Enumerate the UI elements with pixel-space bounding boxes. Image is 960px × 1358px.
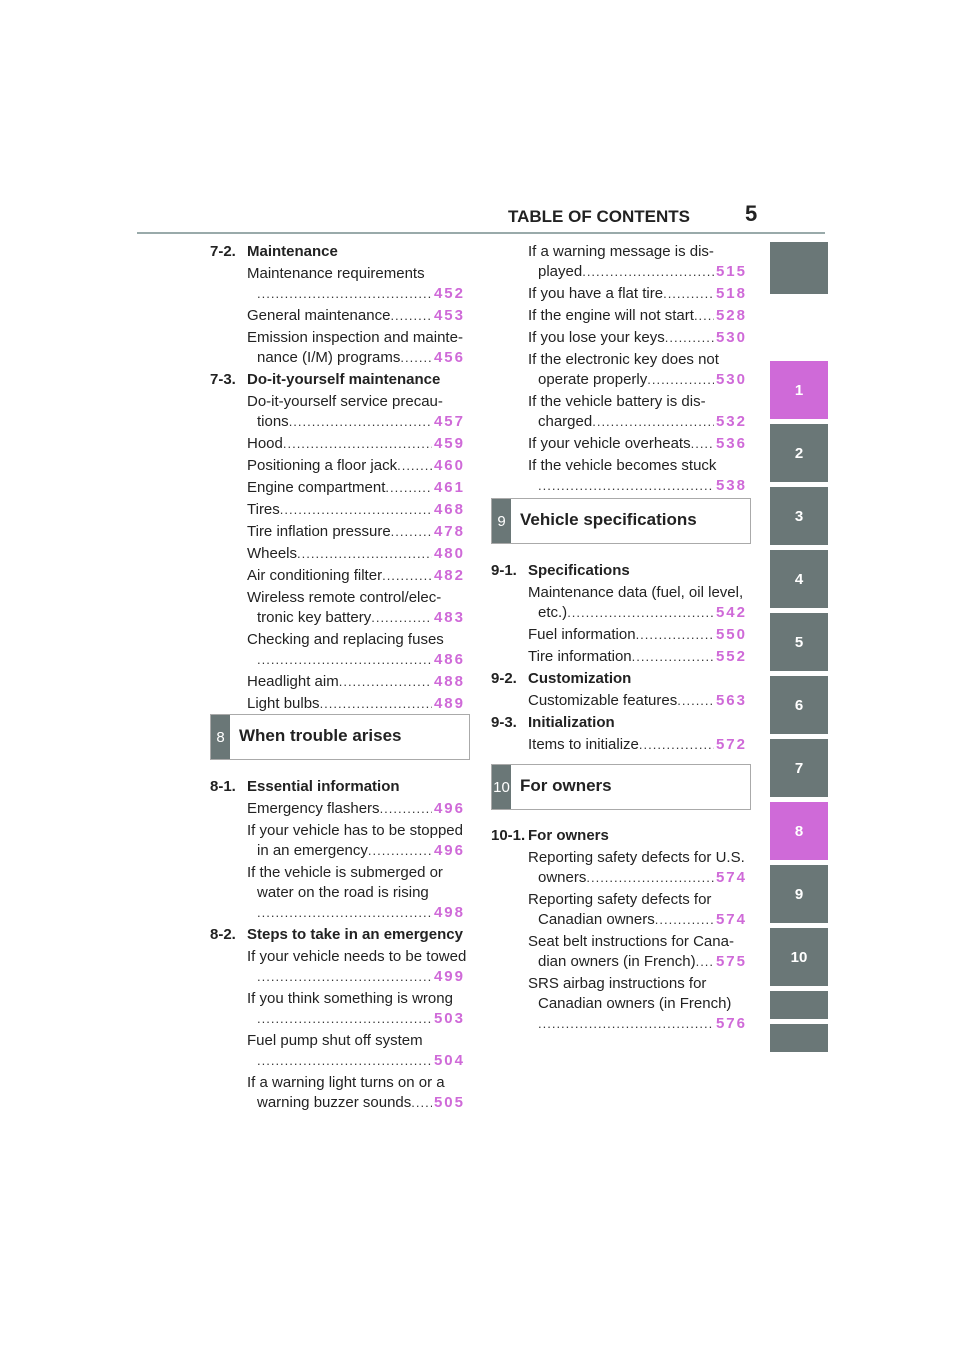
entry-title: If you have a flat tire — [528, 285, 664, 302]
page-link[interactable]: 478 — [433, 523, 465, 540]
chapter-tab-2[interactable]: 2 — [770, 424, 828, 482]
page-link[interactable]: 503 — [433, 1010, 465, 1027]
page-link[interactable]: 504 — [433, 1052, 465, 1069]
entry-title: Positioning a floor jack — [247, 457, 398, 474]
entry-title-cont: Canadian owners (in French) — [538, 995, 732, 1012]
entry-title: If a warning light turns on or a — [247, 1074, 445, 1091]
toc-entry[interactable] — [491, 647, 747, 667]
toc-entry[interactable] — [210, 522, 465, 542]
chapter-tab-7[interactable]: 7 — [770, 739, 828, 797]
toc-entry[interactable] — [491, 691, 747, 711]
chapter-tab-5[interactable]: 5 — [770, 613, 828, 671]
entry-title-cont: played — [538, 263, 583, 280]
entry-title: Fuel information — [528, 626, 636, 643]
toc-entry[interactable] — [210, 694, 465, 714]
entry-title: Reporting safety defects for — [528, 891, 712, 908]
chapter-heading-8[interactable] — [210, 714, 470, 760]
chapter-tab-4[interactable]: 4 — [770, 550, 828, 608]
page-link[interactable]: 489 — [433, 695, 465, 712]
page-link[interactable]: 457 — [433, 413, 465, 430]
toc-entry[interactable] — [210, 630, 465, 670]
entry-title: If the vehicle becomes stuck — [528, 457, 717, 474]
page-link[interactable]: 532 — [715, 413, 747, 430]
page-link[interactable]: 460 — [433, 457, 465, 474]
section-title: Specifications — [528, 562, 630, 579]
entry-title: Reporting safety defects for U.S. — [528, 849, 745, 866]
section-title: Do-it-yourself maintenance — [247, 371, 441, 388]
toc-entry[interactable] — [210, 328, 465, 368]
entry-title-cont: etc.) — [538, 604, 568, 621]
section-title: Initialization — [528, 714, 615, 731]
entry-title: If you lose your keys — [528, 329, 665, 346]
toc-entry[interactable] — [210, 1031, 465, 1071]
entry-title: If your vehicle has to be stopped — [247, 822, 463, 839]
toc-entry[interactable] — [491, 392, 747, 432]
section-title: Customization — [528, 670, 632, 687]
entry-title: Tire information — [528, 648, 632, 665]
section-number: 7-3. — [210, 371, 236, 388]
section-heading — [210, 925, 465, 947]
toc-entry[interactable] — [210, 1073, 465, 1113]
page-link[interactable]: 576 — [715, 1015, 747, 1032]
toc-left-column-top — [210, 242, 465, 716]
section-heading — [491, 826, 747, 848]
toc-right-column-middle — [491, 561, 747, 757]
toc-entry[interactable] — [210, 392, 465, 432]
entry-title: If the vehicle is submerged or — [247, 864, 443, 881]
chapter-number: 8 — [211, 715, 230, 759]
page-link[interactable]: 496 — [433, 800, 465, 817]
chapter-tab-10[interactable]: 10 — [770, 928, 828, 986]
chapter-tab-6[interactable]: 6 — [770, 676, 828, 734]
entry-title: General maintenance — [247, 307, 391, 324]
entry-title-cont: warning buzzer sounds — [257, 1094, 412, 1111]
entry-title: If you think something is wrong — [247, 990, 453, 1007]
entry-title: Wireless remote control/elec- — [247, 589, 442, 606]
entry-title-cont: charged — [538, 413, 593, 430]
page-link[interactable]: 572 — [715, 736, 747, 753]
entry-title: If the electronic key does not — [528, 351, 719, 368]
page-link[interactable]: 515 — [715, 263, 747, 280]
toc-entry[interactable] — [491, 328, 747, 348]
toc-entry[interactable] — [491, 284, 747, 304]
page-link[interactable]: 575 — [715, 953, 747, 970]
toc-entry[interactable] — [491, 625, 747, 645]
page-link[interactable]: 480 — [433, 545, 465, 562]
entry-title: Maintenance data (fuel, oil level, — [528, 584, 744, 601]
entry-title: If the vehicle battery is dis- — [528, 393, 706, 410]
entry-title: Customizable features — [528, 692, 678, 709]
entry-title: Engine compartment — [247, 479, 386, 496]
entry-title-cont: water on the road is rising — [257, 884, 429, 901]
page-link[interactable]: 530 — [715, 371, 747, 388]
entry-title: Emergency flashers — [247, 800, 380, 817]
section-number: 8-1. — [210, 778, 236, 795]
page-link[interactable]: 574 — [715, 869, 747, 886]
section-number: 9-3. — [491, 714, 517, 731]
section-title: Maintenance — [247, 243, 338, 260]
entry-title: Light bulbs — [247, 695, 320, 712]
page-link[interactable]: 488 — [433, 673, 465, 690]
toc-entry[interactable] — [491, 735, 747, 755]
page-link[interactable]: 496 — [433, 842, 465, 859]
toc-entry[interactable] — [491, 242, 747, 282]
chapter-number: 10 — [492, 765, 511, 809]
header-divider — [137, 232, 825, 234]
section-heading — [491, 561, 747, 583]
page-link[interactable]: 518 — [715, 285, 747, 302]
entry-title: Do-it-yourself service precau- — [247, 393, 443, 410]
toc-entry[interactable] — [210, 264, 465, 304]
page-number: 5 — [745, 201, 758, 226]
page-link[interactable]: 459 — [433, 435, 465, 452]
page-link[interactable]: 530 — [715, 329, 747, 346]
section-number: 10-1. — [491, 827, 526, 844]
toc-left-column-bottom — [210, 777, 465, 1115]
section-heading — [491, 669, 747, 691]
toc-entry[interactable] — [491, 890, 747, 930]
page-link[interactable]: 486 — [433, 651, 465, 668]
toc-entry[interactable] — [210, 544, 465, 564]
toc-entry[interactable] — [210, 306, 465, 326]
section-heading — [210, 777, 465, 799]
page-link[interactable]: 456 — [433, 349, 465, 366]
entry-title: Hood — [247, 435, 283, 452]
chapter-title: When trouble arises — [239, 726, 402, 745]
chapter-tab-blank[interactable] — [770, 1024, 828, 1052]
toc-entry[interactable] — [491, 848, 747, 888]
toc-entry[interactable] — [210, 947, 465, 987]
entry-title: If your vehicle overheats — [528, 435, 691, 452]
page-header-title: TABLE OF CONTENTS — [508, 207, 690, 226]
page-link[interactable]: 528 — [715, 307, 747, 324]
page-link[interactable]: 461 — [433, 479, 465, 496]
page-link[interactable]: 468 — [433, 501, 465, 518]
toc-entry[interactable] — [491, 350, 747, 390]
entry-title-cont: operate properly — [538, 371, 648, 388]
entry-title: If your vehicle needs to be towed — [247, 948, 467, 965]
entry-title-cont: tions — [257, 413, 289, 430]
section-heading — [491, 713, 747, 735]
entry-title: Wheels — [247, 545, 298, 562]
section-number: 7-2. — [210, 243, 236, 260]
toc-entry[interactable] — [210, 989, 465, 1029]
entry-title: If the engine will not start — [528, 307, 694, 324]
section-heading — [210, 370, 465, 392]
chapter-tab-blank[interactable] — [770, 991, 828, 1019]
entry-title-cont: owners — [538, 869, 587, 886]
entry-title: Items to initialize — [528, 736, 639, 753]
chapter-title: For owners — [520, 776, 612, 795]
section-number: 9-2. — [491, 670, 517, 687]
section-title: Essential information — [247, 778, 400, 795]
section-number: 8-2. — [210, 926, 236, 943]
page-link[interactable]: 452 — [433, 285, 465, 302]
page-link[interactable]: 538 — [715, 477, 747, 494]
page-link[interactable]: 483 — [433, 609, 465, 626]
toc-entry[interactable] — [210, 456, 465, 476]
entry-title-cont: dian owners (in French) — [538, 953, 696, 970]
chapter-heading-10[interactable] — [491, 764, 751, 810]
entry-title: Fuel pump shut off system — [247, 1032, 423, 1049]
entry-title-cont: Canadian owners — [538, 911, 655, 928]
chapter-tab-3[interactable]: 3 — [770, 487, 828, 545]
chapter-tab-1[interactable]: 1 — [770, 361, 828, 419]
section-title: Steps to take in an emergency — [247, 926, 463, 943]
entry-title: SRS airbag instructions for — [528, 975, 707, 992]
entry-title: Checking and replacing fuses — [247, 631, 444, 648]
page-link[interactable]: 563 — [715, 692, 747, 709]
toc-entry[interactable] — [210, 799, 465, 819]
toc-entry[interactable] — [210, 672, 465, 692]
section-number: 9-1. — [491, 562, 517, 579]
entry-title-cont: nance (I/M) programs — [257, 349, 401, 366]
entry-title: Maintenance requirements — [247, 265, 425, 282]
page-link[interactable]: 499 — [433, 968, 465, 985]
toc-entry[interactable] — [210, 863, 465, 923]
toc-entry[interactable] — [210, 434, 465, 454]
page-link[interactable]: 574 — [715, 911, 747, 928]
page-link[interactable]: 550 — [715, 626, 747, 643]
toc-entry[interactable] — [491, 456, 747, 496]
toc-entry[interactable] — [210, 500, 465, 520]
chapter-tab-blank[interactable] — [770, 242, 828, 294]
section-heading — [210, 242, 465, 264]
page-link[interactable]: 542 — [715, 604, 747, 621]
entry-title-cont: in an emergency — [257, 842, 368, 859]
toc-entry[interactable] — [210, 566, 465, 586]
page-link[interactable]: 505 — [433, 1094, 465, 1111]
chapter-heading-9[interactable] — [491, 498, 751, 544]
section-title: For owners — [528, 827, 609, 844]
chapter-tab-8[interactable]: 8 — [770, 802, 828, 860]
chapter-number: 9 — [492, 499, 511, 543]
toc-entry[interactable] — [491, 932, 747, 972]
page-link[interactable]: 498 — [433, 904, 465, 921]
toc-entry[interactable] — [491, 974, 747, 1034]
toc-right-column-bottom — [491, 826, 747, 1036]
entry-title: Tire inflation pressure — [247, 523, 391, 540]
toc-entry[interactable] — [210, 588, 465, 628]
page-link[interactable]: 536 — [715, 435, 747, 452]
page-link[interactable]: 453 — [433, 307, 465, 324]
entry-title: If a warning message is dis- — [528, 243, 714, 260]
entry-title: Headlight aim — [247, 673, 339, 690]
toc-entry[interactable] — [491, 306, 747, 326]
page-link[interactable]: 552 — [715, 648, 747, 665]
page-link[interactable]: 482 — [433, 567, 465, 584]
chapter-tab-9[interactable]: 9 — [770, 865, 828, 923]
chapter-title: Vehicle specifications — [520, 510, 697, 529]
entry-title: Emission inspection and mainte- — [247, 329, 463, 346]
toc-entry[interactable] — [491, 583, 747, 623]
entry-title: Seat belt instructions for Cana- — [528, 933, 734, 950]
entry-title-cont: tronic key battery — [257, 609, 372, 626]
toc-right-column-top — [491, 242, 747, 498]
entry-title: Tires — [247, 501, 280, 518]
toc-entry[interactable] — [210, 478, 465, 498]
entry-title: Air conditioning filter — [247, 567, 383, 584]
toc-entry[interactable] — [491, 434, 747, 454]
toc-entry[interactable] — [210, 821, 465, 861]
